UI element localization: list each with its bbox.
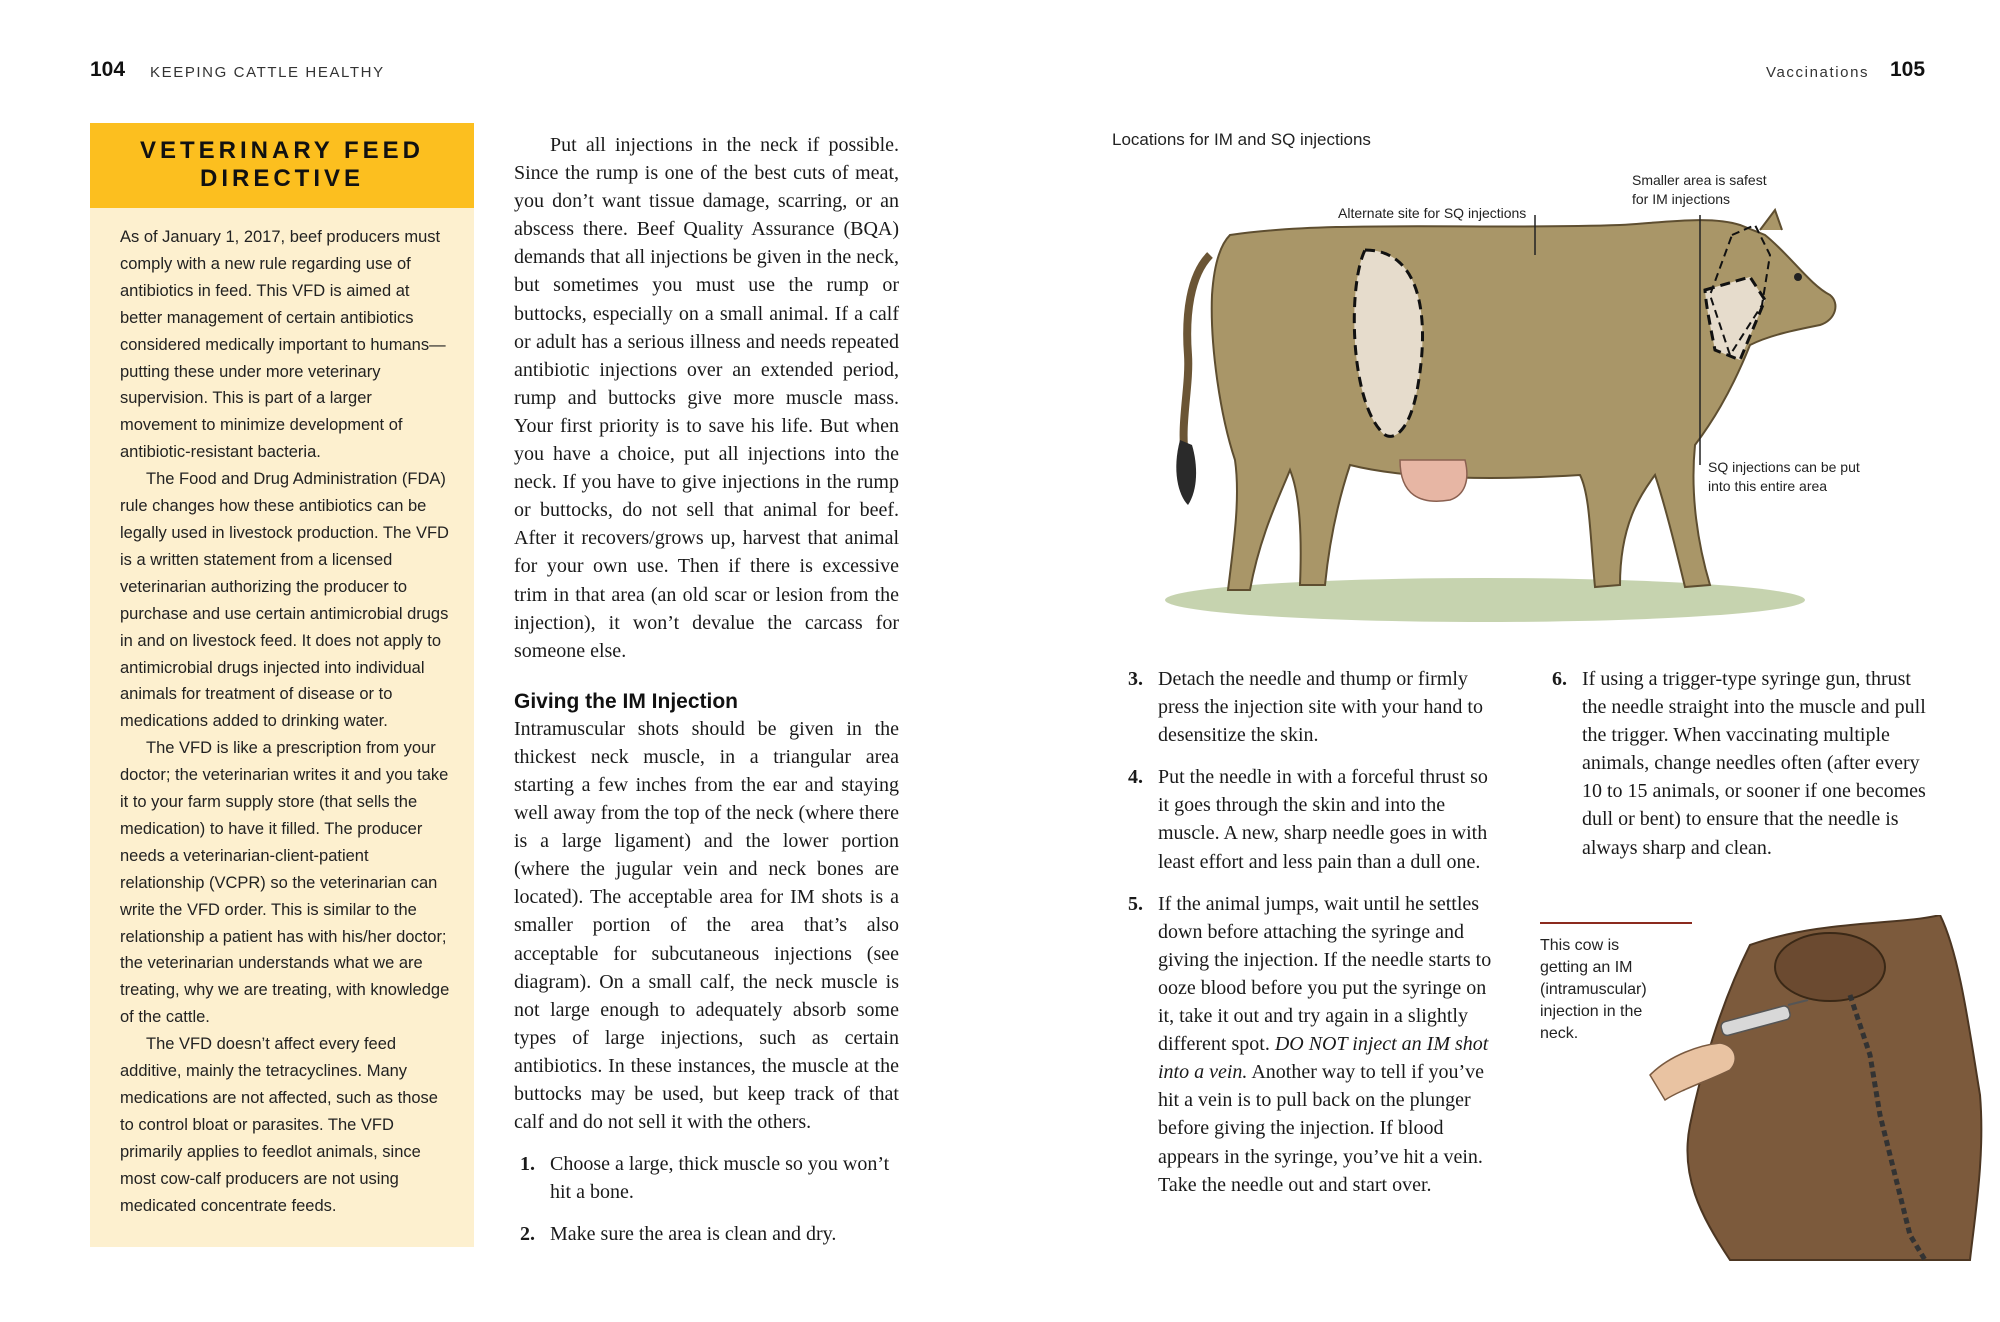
sidebar-header <box>90 123 474 208</box>
im-paragraph: Intramuscular shots should be given in the thickest neck muscle, in a triangular area starting a few inches from the ear and staying well away from the top of the neck (where there is a large ligament) and the lower portion (where the jugular vein and neck bones are located). The acceptable area for IM shots is a smaller portion of the area that’s also acceptable for subcutaneous injections (see diagram). On a small calf, the neck muscle is not large enough to adequately absorb some types of large injections, such as certain antibiotics. In these instances, the muscle at the buttocks may be used, but keep track of that calf and do not sell it with the others. <box>514 717 899 1134</box>
step-text: If using a trigger-type syringe gun, thrust the needle straight into the muscle and pull the trigger. When vaccinating multiple animals, change needles often (after every 10 to 15 animals, or sooner if one becomes dull or bent) to ensure that the needle is always sharp and clean. <box>1582 668 1926 859</box>
sidebar-paragraph: The VFD doesn’t affect every feed additive, mainly the tetracyclines. Many medications are not affected, such as those to control bloat or parasites. The VFD primarily applies to feedlot animals, since most cow-calf producers are not using medicated concentrate feeds. <box>120 1035 438 1215</box>
step-text: If the animal jumps, wait until he settles down before attaching the syringe and giving the injection. If the needle starts to ooze blood before you put the syringe on it, take it out and try again in a slightly different spot. <box>1158 892 1492 1056</box>
running-head-left: KEEPING CATTLE HEALTHY <box>150 64 385 81</box>
step-text: Another way to tell if you’ve hit a vein is to pull back on the plunger before giving the injection. If blood appears in the syringe, you’ve hit a vein. Take the needle out and start over. <box>1158 1061 1485 1196</box>
step-number: 6. <box>1552 668 1567 690</box>
cow-illustration <box>1165 210 1835 630</box>
label-entire-area: SQ injections can be put into this entire area <box>1708 459 1860 494</box>
step-number: 5. <box>1128 892 1143 915</box>
sidebar-body <box>120 224 452 1220</box>
step-number: 1. <box>520 1153 535 1176</box>
steps-list-mid <box>1122 665 1504 1199</box>
injection-illustration <box>1640 915 1985 1265</box>
intro-paragraph: Put all injections in the neck if possible. Since the rump is one of the best cuts of meat, you don’t want tissue damage, scarring, or an abscess there. Beef Quality Assurance (BQA) demands that all injections be given in the neck, but sometimes you must use the rump or buttocks, especially on a small animal. If a calf or adult has a serious illness and needs repeated antibiotic injections over an extended period, rump and buttocks give more muscle mass. Your first priority is to save his life. But when you have a choice, put all injections into the neck. If you have to give injections in the rump or buttocks, do not sell that animal for beef. After it recovers/grows up, harvest that animal for your own use. Then if there is excessive trim in that area (an old scar or lesion from the injection), it won’t devalue the carcass for someone else. <box>514 134 899 662</box>
step-item <box>514 1150 899 1206</box>
step-number: 2. <box>520 1223 535 1246</box>
steps-list-right <box>1546 665 1930 862</box>
label-smaller-area: Smaller area is safest for IM injections <box>1632 172 1767 207</box>
sidebar-paragraph: As of January 1, 2017, beef producers must comply with a new rule regarding use of antibiotics in feed. This VFD is aimed at better management of certain antibiotics considered medically important to humans—putting these under more veterinary supervision. This is part of a larger movement to minimize development of antibiotic-resistant bacteria. <box>120 228 446 462</box>
vfd-sidebar <box>90 123 474 1247</box>
step-item <box>1122 890 1504 1199</box>
step-item <box>1122 763 1504 875</box>
step-text: Make sure the area is clean and dry. <box>550 1223 837 1246</box>
page-number-left: 104 <box>90 58 126 81</box>
page-number-right: 105 <box>1890 58 1926 81</box>
cow-diagram <box>1150 195 1890 630</box>
step-number: 4. <box>1128 766 1143 789</box>
section-subhead: Giving the IM Injection <box>514 689 739 713</box>
step-text: Detach the needle and thump or firmly press the injection site with your hand to desensitize the skin. <box>1158 668 1483 747</box>
running-head-right: Vaccinations <box>1766 64 1870 81</box>
step-text: Put the needle in with a forceful thrust so it goes through the skin and into the muscle. A new, sharp needle goes in with least effort and less pain than a dull one. <box>1158 766 1488 873</box>
cow-caption: This cow is getting an IM (intramuscular) injection in the neck. <box>1540 937 1647 1042</box>
step-text: Choose a large, thick muscle so you won’t hit a bone. <box>550 1153 890 1204</box>
sidebar-title: VETERINARY FEED DIRECTIVE <box>139 137 425 192</box>
step-item <box>514 1220 899 1248</box>
sidebar-paragraph: The Food and Drug Administration (FDA) rule changes how these antibiotics can be legally used in livestock production. The VFD is a written statement from a licensed veterinarian authorizing the producer to purchase and use certain antimicrobial drugs in and on livestock feed. It does not apply to antimicrobial drugs injected into individual animals for treatment of disease or to medications added to drinking water. <box>120 470 449 731</box>
step-emphasis: DO NOT inject an IM shot into a vein. <box>1158 1033 1489 1084</box>
step-item <box>1546 665 1930 862</box>
main-column <box>514 131 899 1248</box>
step-number: 3. <box>1128 668 1143 690</box>
step-item <box>1122 665 1504 749</box>
diagram-caption: Locations for IM and SQ injections <box>1112 130 1371 149</box>
label-alternate-site: Alternate site for SQ injections <box>1338 205 1527 221</box>
cow-ear <box>1775 933 1885 1001</box>
sidebar-paragraph: The VFD is like a prescription from your doctor; the veterinarian writes it and you take it to your farm supply store (that sells the medication) to have it filled. The producer needs a veterinarian-client-patient relationship (VCPR) so the veterinarian can write the VFD order. This is similar to the relationship a patient has with his/her doctor; the veterinarian understands what we are treating, why we are treating, with knowledge of the cattle. <box>120 739 450 1027</box>
steps-list-left <box>514 1150 899 1248</box>
